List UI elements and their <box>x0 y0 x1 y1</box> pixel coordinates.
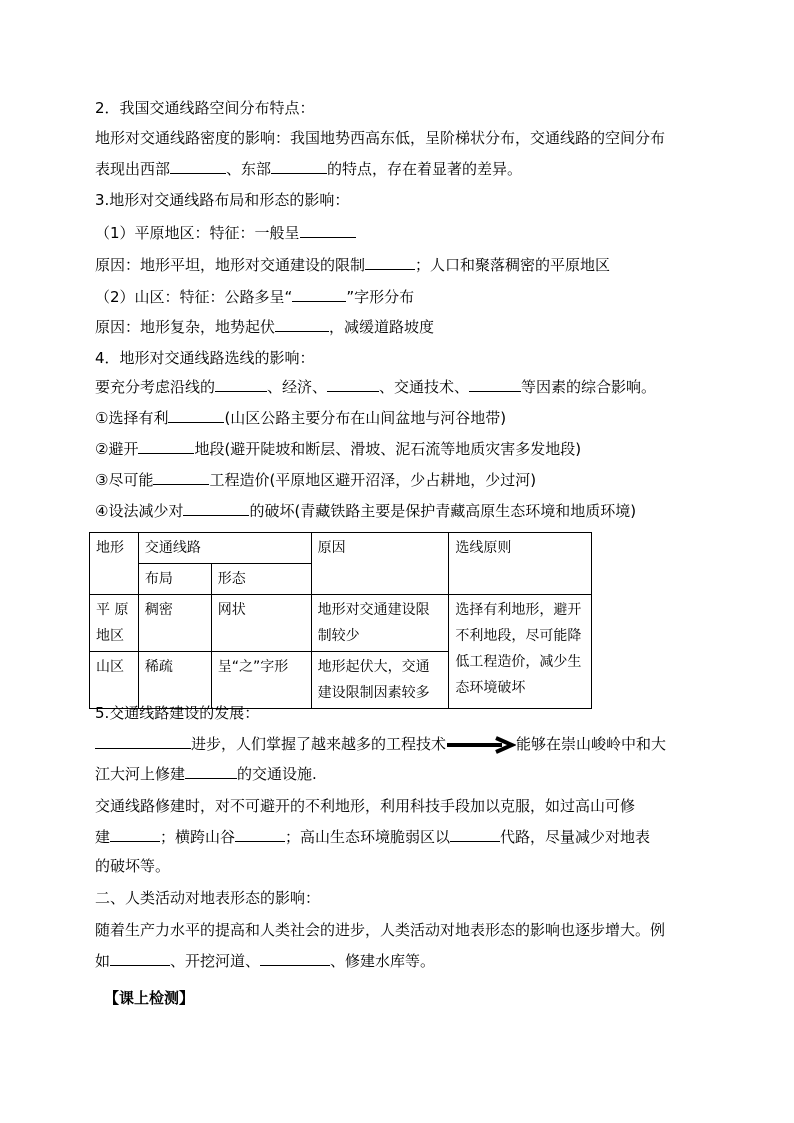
blank[interactable] <box>183 500 249 516</box>
blank[interactable] <box>300 222 356 238</box>
row-mountain-shape: 呈“之”字形 <box>211 652 311 709</box>
section-5-title: 5.交通线路建设的发展： <box>95 704 260 722</box>
blank[interactable] <box>292 286 346 302</box>
section-4-item3: ③尽可能 工程造价(平原地区避开沼泽，少占耕地，少过河) <box>95 471 537 489</box>
header-lines: 交通线路 <box>138 533 311 564</box>
blank[interactable] <box>170 158 226 174</box>
row-mountain-reason: 地形起伏大，交通建设限制因素较多 <box>311 652 449 709</box>
part-2-title: 二、人类活动对地表形态的影响： <box>95 889 321 907</box>
blank[interactable] <box>235 826 285 842</box>
row-mountain-terrain: 山区 <box>90 652 139 709</box>
blank[interactable] <box>110 950 170 966</box>
section-2-title: 2．我国交通线路空间分布特点： <box>95 99 315 117</box>
row-plain-layout: 稠密 <box>138 595 211 652</box>
row-mountain-layout: 稀疏 <box>138 652 211 709</box>
section-4-item2: ②避开 地段(避开陡坡和断层、滑坡、泥石流等地质灾害多发地段) <box>95 440 582 458</box>
header-layout: 布局 <box>138 564 211 595</box>
row-plain-terrain: 平 原 地区 <box>90 595 139 652</box>
section-3-title: 3.地形对交通线路布局和形态的影响： <box>95 191 350 209</box>
section-5-line5: 的破坏等。 <box>95 857 171 875</box>
part-2-line2: 如 、开挖河道、 、修建水库等。 <box>95 952 436 970</box>
section-4-title: 4．地形对交通线路选线的影响： <box>95 349 315 367</box>
blank[interactable] <box>215 376 267 392</box>
principle-cell: 选择有利地形，避开不利地段，尽可能降低工程造价，减少生态环境破坏 <box>449 595 592 709</box>
section-5-line1: 进步，人们掌握了越来越多的工程技术 能够在崇山峻岭中和大 <box>95 733 705 755</box>
section-5-line3: 交通线路修建时，对不可避开的不利地形，利用科技手段加以克服，如过高山可修 <box>95 797 636 815</box>
header-shape: 形态 <box>211 564 311 595</box>
section-2-line1: 地形对交通线路密度的影响：我国地势西高东低，呈阶梯状分布，交通线路的空间分布 <box>95 129 666 147</box>
blank[interactable] <box>185 763 237 779</box>
header-reason: 原因 <box>311 533 449 595</box>
blank[interactable] <box>153 469 209 485</box>
section-5-line2: 江大河上修建 的交通设施. <box>95 765 317 783</box>
section-4-item4: ④设法减少对 的破坏(青藏铁路主要是保护青藏高原生态环境和地质环境) <box>95 502 637 520</box>
header-terrain: 地形 <box>90 533 139 595</box>
blank[interactable] <box>168 407 224 423</box>
blank[interactable] <box>110 826 160 842</box>
arrow-right-icon <box>446 735 516 755</box>
blank[interactable] <box>450 826 500 842</box>
section-4-line1: 要充分考虑沿线的 、经济、 、交通技术、 等因素的综合影响。 <box>95 378 657 396</box>
blank[interactable] <box>138 438 194 454</box>
blank[interactable] <box>469 376 521 392</box>
summary-table <box>89 532 592 709</box>
blank[interactable] <box>95 733 191 749</box>
section-3-mountain-reason: 原因：地形复杂，地势起伏 ，减缓道路坡度 <box>95 318 435 336</box>
in-class-check-heading: 【课上检测】 <box>104 989 195 1007</box>
section-3-plain-reason: 原因：地形平坦，地形对交通建设的限制 ；人口和聚落稠密的平原地区 <box>95 256 611 274</box>
blank[interactable] <box>327 376 379 392</box>
blank[interactable] <box>275 316 329 332</box>
section-3-mountain: （2）山区：特征：公路多呈“ ”字形分布 <box>95 288 415 306</box>
row-plain-reason: 地形对交通建设限制较少 <box>311 595 449 652</box>
section-2-line2: 表现出西部 、东部 的特点，存在着显著的差异。 <box>95 160 523 178</box>
part-2-line1: 随着生产力水平的提高和人类社会的进步，人类活动对地表形态的影响也逐步增大。例 <box>95 921 666 939</box>
header-principle: 选线原则 <box>449 533 592 595</box>
section-5-line4: 建 ；横跨山谷 ；高山生态环境脆弱区以 代路，尽量减少对地表 <box>95 828 651 846</box>
section-4-item1: ①选择有利 (山区公路主要分布在山间盆地与河谷地带) <box>95 409 507 427</box>
blank[interactable] <box>365 254 415 270</box>
blank[interactable] <box>271 158 327 174</box>
section-3-plain: （1）平原地区：特征：一般呈 <box>95 222 705 243</box>
row-plain-shape: 网状 <box>211 595 311 652</box>
blank[interactable] <box>260 950 330 966</box>
